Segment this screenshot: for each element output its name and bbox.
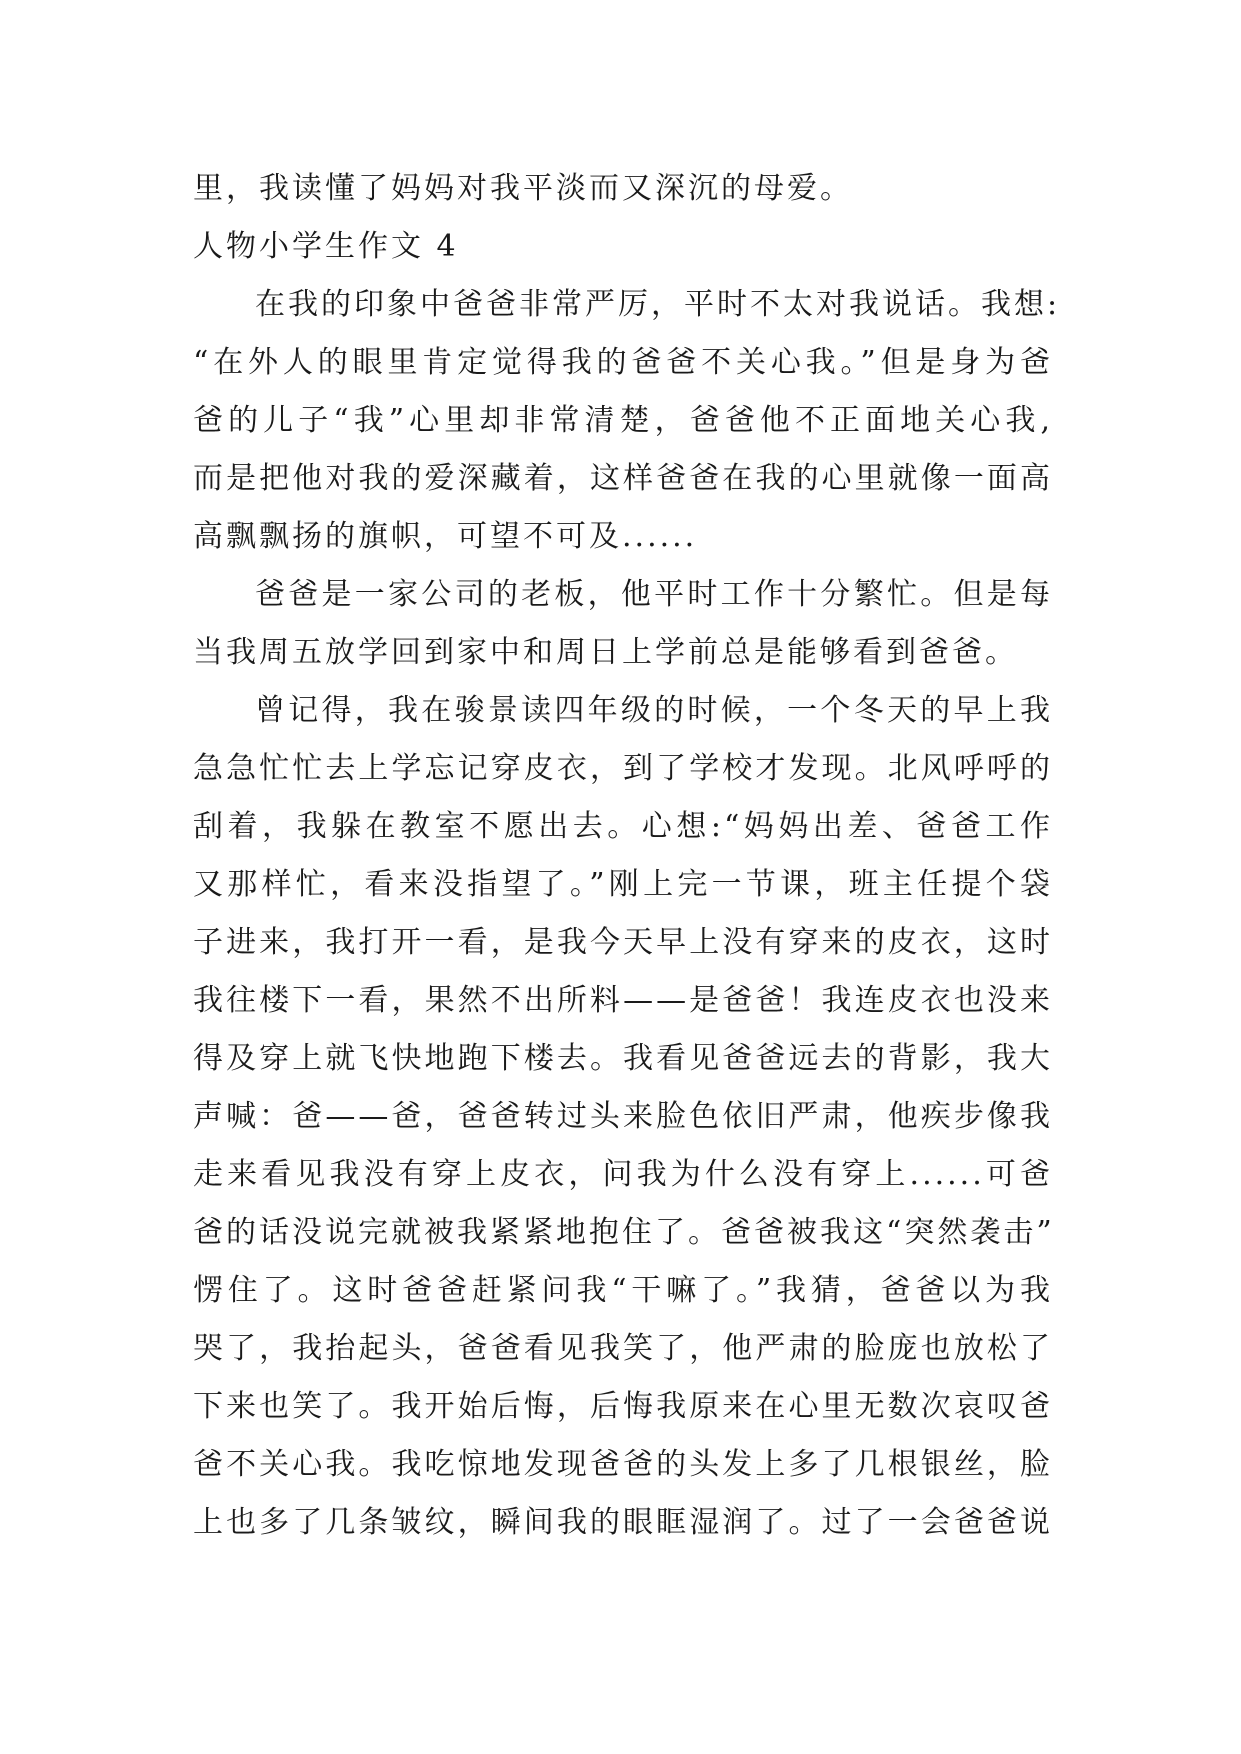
text-line: 走来看见我没有穿上皮衣，问我为什么没有穿上......可爸 [193, 1157, 1053, 1192]
text-line: 子进来，我打开一看，是我今天早上没有穿来的皮衣，这时 [193, 925, 1053, 960]
text-line: 哭了，我抬起头，爸爸看见我笑了，他严肃的脸庞也放松了 [193, 1331, 1053, 1366]
text-line: 下来也笑了。我开始后悔，后悔我原来在心里无数次哀叹爸 [193, 1389, 1053, 1424]
text-line: 爸爸是一家公司的老板，他平时工作十分繁忙。但是每 [255, 577, 1053, 612]
text-line: 声喊：爸——爸，爸爸转过头来脸色依旧严肃，他疾步像我 [193, 1099, 1053, 1134]
text-line: 得及穿上就飞快地跑下楼去。我看见爸爸远去的背影，我大 [193, 1041, 1053, 1076]
text-line: 爸不关心我。我吃惊地发现爸爸的头发上多了几根银丝，脸 [193, 1447, 1053, 1482]
text-line: 刮着，我躲在教室不愿出去。心想:“妈妈出差、爸爸工作 [193, 809, 1053, 844]
text-line: “在外人的眼里肯定觉得我的爸爸不关心我。”但是身为爸 [193, 345, 1053, 380]
text-line: 又那样忙，看来没指望了。”刚上完一节课，班主任提个袋 [193, 867, 1053, 902]
text-line: 爸的话没说完就被我紧紧地抱住了。爸爸被我这“突然袭击” [193, 1215, 1055, 1250]
text-line: 高飘飘扬的旗帜，可望不可及...... [193, 519, 698, 554]
section-title: 人物小学生作文 4 [193, 229, 459, 264]
text-line: 在我的印象中爸爸非常严厉，平时不太对我说话。我想: [255, 287, 1061, 322]
text-line: 爸的儿子“我”心里却非常清楚，爸爸他不正面地关心我, [193, 403, 1053, 438]
text-line: 我往楼下一看，果然不出所料——是爸爸！我连皮衣也没来 [193, 983, 1053, 1018]
text-line: 当我周五放学回到家中和周日上学前总是能够看到爸爸。 [193, 635, 1018, 670]
document-body [193, 160, 1061, 1552]
text-line: 愣住了。这时爸爸赶紧问我“干嘛了。”我猜，爸爸以为我 [193, 1273, 1053, 1308]
text-line: 里，我读懂了妈妈对我平淡而又深沉的母爱。 [193, 171, 853, 206]
text-line: 曾记得，我在骏景读四年级的时候，一个冬天的早上我 [255, 693, 1053, 728]
text-line: 而是把他对我的爱深藏着，这样爸爸在我的心里就像一面高 [193, 461, 1053, 496]
text-line: 上也多了几条皱纹，瞬间我的眼眶湿润了。过了一会爸爸说 [193, 1505, 1053, 1540]
text-line: 急急忙忙去上学忘记穿皮衣，到了学校才发现。北风呼呼的 [193, 751, 1053, 786]
